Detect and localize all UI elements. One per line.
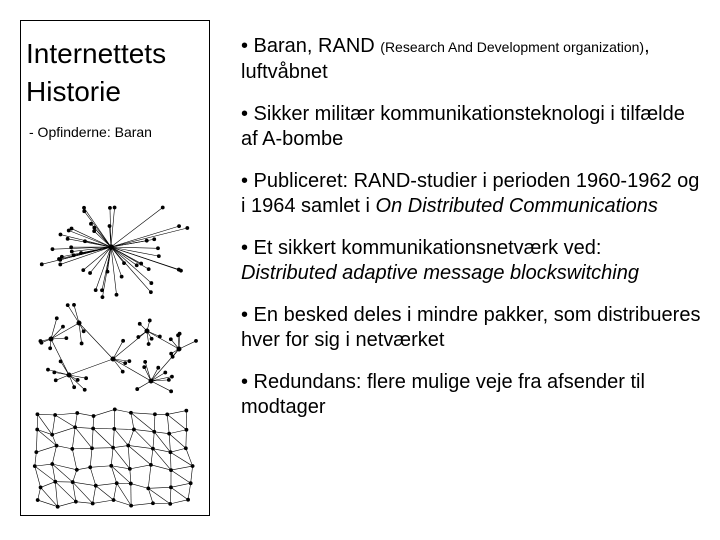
- network-node: [71, 447, 74, 450]
- network-link: [41, 482, 56, 488]
- network-node: [189, 482, 192, 485]
- bullet-text: • Sikker militær kommunikationsteknologi i tilfælde af A-bombe: [241, 103, 685, 150]
- network-node: [170, 352, 173, 355]
- network-link: [93, 486, 96, 504]
- network-link: [73, 470, 77, 482]
- network-node: [109, 245, 114, 250]
- network-link: [114, 483, 117, 500]
- network-node: [75, 468, 78, 471]
- network-link: [94, 409, 115, 416]
- network-node: [135, 264, 138, 267]
- network-node: [185, 428, 188, 431]
- network-node: [148, 319, 151, 322]
- network-node: [184, 447, 187, 450]
- network-node: [94, 484, 97, 487]
- network-link: [96, 486, 114, 500]
- network-node: [82, 330, 85, 333]
- network-node: [49, 337, 53, 341]
- network-node: [113, 408, 116, 411]
- network-node: [137, 335, 140, 338]
- network-node: [164, 371, 167, 374]
- network-link: [148, 488, 153, 503]
- network-node: [169, 338, 172, 341]
- network-node: [151, 502, 154, 505]
- network-link: [113, 448, 130, 469]
- network-link: [35, 452, 37, 466]
- network-link: [128, 445, 130, 468]
- network-node: [51, 462, 54, 465]
- network-node: [151, 447, 154, 450]
- network-node: [138, 322, 141, 325]
- network-link: [130, 469, 131, 484]
- network-link: [75, 427, 92, 448]
- network-node: [127, 444, 130, 447]
- network-node: [132, 428, 135, 431]
- network-node: [130, 504, 133, 507]
- bullet-text: , luftvåbnet: [241, 35, 650, 83]
- network-node: [169, 502, 172, 505]
- centralized-network-diagram: [29, 191, 199, 301]
- network-link: [188, 483, 191, 499]
- network-link: [79, 323, 82, 343]
- network-link: [93, 428, 113, 447]
- network-link: [90, 448, 92, 467]
- network-node: [115, 482, 118, 485]
- network-link: [111, 228, 187, 247]
- network-link: [169, 434, 186, 449]
- network-node: [72, 303, 75, 306]
- network-link: [171, 483, 191, 487]
- network-link: [113, 445, 128, 447]
- bullet-item: [241, 102, 701, 152]
- network-link: [170, 452, 192, 466]
- network-node: [186, 498, 189, 501]
- distributed-network-diagram: [29, 403, 199, 513]
- network-node: [54, 413, 57, 416]
- network-link: [35, 466, 41, 487]
- network-node: [156, 247, 159, 250]
- network-link: [102, 247, 111, 297]
- network-link: [55, 482, 57, 507]
- network-link: [111, 448, 113, 466]
- network-node: [111, 446, 114, 449]
- network-link: [114, 409, 115, 428]
- network-link: [117, 483, 131, 505]
- network-node: [49, 347, 52, 350]
- network-link: [74, 305, 79, 323]
- network-node: [90, 447, 93, 450]
- network-node: [122, 339, 125, 342]
- network-link: [92, 448, 113, 449]
- bullet-text: • En besked deles i mindre pakker, som distribueres hver for sig i netværket: [241, 304, 701, 351]
- network-link: [114, 429, 128, 446]
- network-link: [58, 502, 76, 507]
- network-node: [55, 444, 58, 447]
- network-link: [170, 452, 171, 470]
- network-link: [148, 488, 170, 504]
- network-link: [171, 487, 188, 499]
- page-title: [26, 35, 166, 111]
- network-link: [92, 428, 93, 448]
- network-node: [70, 246, 73, 249]
- network-link: [72, 449, 77, 470]
- network-node: [89, 466, 92, 469]
- network-link: [72, 427, 75, 449]
- title-line-2: Historie: [26, 76, 121, 107]
- network-link: [38, 487, 41, 500]
- network-node: [113, 206, 116, 209]
- network-link: [114, 429, 134, 430]
- network-link: [170, 448, 185, 452]
- network-node: [67, 229, 70, 232]
- bullet-text: • Et sikkert kommunikationsnetværk ved:: [241, 237, 602, 259]
- network-node: [33, 465, 36, 468]
- network-node: [59, 263, 62, 266]
- network-link: [128, 429, 134, 445]
- network-link: [167, 414, 169, 433]
- network-node: [51, 433, 54, 436]
- network-link: [93, 500, 114, 503]
- network-link: [148, 487, 171, 488]
- network-node: [147, 342, 150, 345]
- network-link: [186, 430, 187, 448]
- network-node: [115, 293, 118, 296]
- network-link: [111, 247, 151, 283]
- network-node: [71, 480, 74, 483]
- network-link: [151, 381, 171, 391]
- network-node: [91, 502, 94, 505]
- decentralized-network-diagram: [29, 301, 199, 401]
- network-node: [177, 225, 180, 228]
- network-node: [67, 373, 71, 377]
- network-node: [70, 227, 73, 230]
- network-node: [129, 482, 132, 485]
- network-link: [128, 445, 153, 448]
- network-node: [136, 387, 139, 390]
- network-node: [39, 339, 42, 342]
- network-node: [92, 427, 95, 430]
- network-link: [113, 331, 147, 359]
- network-link: [111, 207, 115, 247]
- network-node: [191, 464, 194, 467]
- network-node: [76, 411, 79, 414]
- network-node: [66, 303, 69, 306]
- network-node: [92, 414, 95, 417]
- network-node: [185, 409, 188, 412]
- network-link: [77, 467, 90, 470]
- network-link: [52, 415, 55, 435]
- network-link: [154, 432, 169, 434]
- network-node: [121, 370, 124, 373]
- network-link: [128, 445, 151, 464]
- network-link: [186, 448, 193, 466]
- network-link: [171, 466, 193, 470]
- network-node: [74, 500, 77, 503]
- network-link: [51, 339, 69, 375]
- network-link: [169, 434, 170, 453]
- network-node: [94, 289, 97, 292]
- network-link: [134, 429, 153, 448]
- network-node: [120, 275, 123, 278]
- network-link: [170, 487, 171, 504]
- network-link: [154, 414, 155, 432]
- network-link: [75, 427, 93, 428]
- network-link: [179, 341, 196, 349]
- bullet-item: [241, 34, 701, 85]
- network-node: [46, 368, 49, 371]
- subtitle: - Opfinderne: Baran: [29, 124, 152, 140]
- network-node: [186, 226, 189, 229]
- bullet-text-italic: On Distributed Communications: [375, 195, 658, 217]
- network-link: [167, 411, 186, 415]
- network-node: [147, 487, 150, 490]
- network-node: [145, 329, 149, 333]
- network-link: [153, 432, 154, 449]
- network-node: [147, 268, 150, 271]
- network-link: [171, 470, 191, 483]
- network-node: [82, 206, 85, 209]
- network-node: [83, 388, 86, 391]
- network-node: [65, 336, 68, 339]
- bullet-list: [241, 34, 701, 437]
- network-node: [93, 230, 96, 233]
- network-link: [55, 482, 76, 502]
- network-link: [131, 484, 148, 489]
- network-link: [69, 359, 113, 375]
- network-node: [144, 360, 147, 363]
- network-link: [169, 430, 186, 434]
- network-link: [57, 446, 73, 449]
- network-link: [96, 483, 117, 485]
- network-link: [36, 446, 56, 452]
- network-node: [82, 268, 85, 271]
- network-node: [39, 486, 42, 489]
- network-link: [68, 305, 79, 323]
- network-node: [169, 451, 172, 454]
- network-link: [35, 464, 52, 466]
- network-node: [89, 222, 92, 225]
- network-node: [112, 498, 115, 501]
- network-link: [77, 413, 93, 416]
- network-node: [169, 486, 172, 489]
- network-node: [149, 291, 152, 294]
- network-node: [76, 378, 79, 381]
- bullet-text: • Publiceret: RAND-studier i perioden 1960-1962 og i 1964 samlet i: [241, 170, 700, 217]
- network-node: [169, 468, 172, 471]
- bullet-text-small: (Research And Development organization): [380, 39, 645, 55]
- network-link: [76, 502, 93, 504]
- network-node: [88, 271, 91, 274]
- network-node: [59, 233, 62, 236]
- network-node: [101, 296, 104, 299]
- bullet-item: [241, 303, 701, 353]
- network-node: [54, 379, 57, 382]
- network-node: [129, 411, 132, 414]
- network-node: [153, 430, 156, 433]
- network-node: [36, 498, 39, 501]
- network-node: [161, 206, 164, 209]
- network-node: [66, 237, 69, 240]
- network-node: [53, 371, 56, 374]
- network-link: [111, 207, 163, 247]
- network-link: [114, 500, 132, 506]
- network-node: [110, 464, 113, 467]
- network-node: [108, 206, 111, 209]
- network-node: [170, 375, 173, 378]
- sidebar-panel: [20, 20, 210, 516]
- network-link: [167, 414, 186, 429]
- network-node: [113, 427, 116, 430]
- network-node: [157, 255, 160, 258]
- network-link: [153, 503, 170, 504]
- network-node: [150, 337, 153, 340]
- bullet-text: • Baran, RAND: [241, 35, 381, 57]
- network-link: [170, 500, 188, 504]
- network-node: [153, 413, 156, 416]
- network-link: [151, 449, 153, 465]
- network-link: [51, 323, 79, 339]
- network-node: [70, 250, 73, 253]
- network-node: [143, 366, 146, 369]
- network-node: [128, 467, 131, 470]
- network-link: [75, 413, 77, 427]
- network-node: [61, 325, 64, 328]
- network-node: [80, 342, 83, 345]
- network-node: [153, 238, 156, 241]
- network-node: [54, 480, 57, 483]
- network-node: [60, 255, 63, 258]
- network-link: [52, 446, 56, 464]
- network-node: [158, 335, 161, 338]
- network-node: [124, 362, 127, 365]
- network-node: [167, 378, 170, 381]
- network-node: [55, 317, 58, 320]
- network-link: [36, 430, 37, 453]
- network-link: [113, 341, 123, 359]
- network-node: [157, 366, 160, 369]
- network-node: [150, 281, 153, 284]
- network-node: [170, 390, 173, 393]
- network-node: [36, 428, 39, 431]
- network-link: [72, 229, 111, 247]
- network-link: [191, 466, 193, 483]
- network-link: [111, 226, 179, 247]
- network-link: [52, 427, 75, 434]
- network-link: [79, 323, 113, 359]
- network-link: [148, 465, 151, 489]
- network-link: [35, 466, 56, 482]
- network-node: [56, 505, 59, 508]
- network-node: [36, 413, 39, 416]
- network-link: [72, 448, 92, 449]
- bullet-item: [241, 236, 701, 286]
- network-node: [171, 355, 174, 358]
- network-node: [85, 377, 88, 380]
- network-node: [73, 386, 76, 389]
- network-link: [73, 482, 96, 486]
- network-link: [37, 430, 52, 435]
- network-link: [151, 465, 171, 470]
- network-node: [168, 432, 171, 435]
- network-node: [51, 248, 54, 251]
- network-node: [83, 240, 86, 243]
- bullet-item: [241, 370, 701, 420]
- network-link: [37, 414, 55, 415]
- network-link: [131, 503, 153, 505]
- network-link: [90, 466, 111, 468]
- network-link: [134, 429, 154, 431]
- network-node: [111, 357, 115, 361]
- network-node: [177, 347, 181, 351]
- network-node: [100, 289, 103, 292]
- network-link: [131, 413, 134, 430]
- network-node: [77, 321, 81, 325]
- network-node: [74, 426, 77, 429]
- bullet-text-italic: Distributed adaptive message blockswitching: [241, 262, 639, 284]
- network-node: [176, 334, 179, 337]
- network-node: [40, 263, 43, 266]
- network-node: [149, 463, 152, 466]
- network-node: [179, 269, 182, 272]
- network-link: [131, 413, 155, 415]
- network-node: [35, 451, 38, 454]
- bullet-text: • Redundans: flere mulige veje fra afsender til modtager: [241, 371, 645, 418]
- network-link: [113, 429, 114, 448]
- network-link: [55, 413, 77, 415]
- bullet-item: [241, 169, 701, 219]
- title-line-1: Internettets: [26, 38, 167, 69]
- network-node: [128, 360, 131, 363]
- network-link: [130, 465, 151, 469]
- network-node: [149, 379, 153, 383]
- network-node: [166, 413, 169, 416]
- network-link: [55, 415, 75, 427]
- network-link: [90, 467, 96, 485]
- network-link: [115, 409, 131, 412]
- network-node: [59, 360, 62, 363]
- network-node: [194, 339, 197, 342]
